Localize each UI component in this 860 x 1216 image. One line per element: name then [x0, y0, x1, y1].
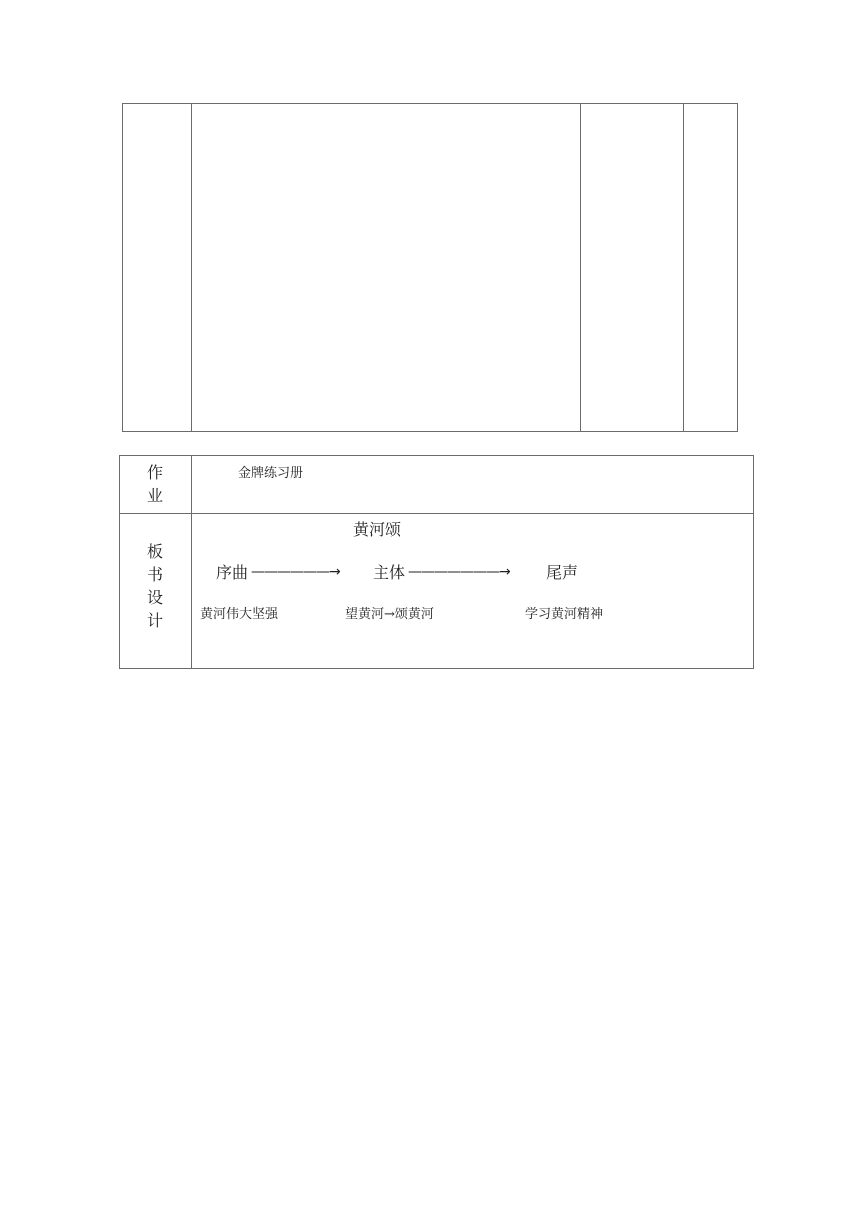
note-main: 望黄河→颂黄河: [345, 607, 434, 622]
homework-label-char-2: 业: [146, 486, 163, 505]
table2-col-divider: [191, 455, 192, 669]
homework-content: 金牌练习册: [238, 466, 304, 481]
note-epilogue: 学习黄河精神: [525, 607, 604, 622]
homework-label-char-1: 作: [146, 463, 163, 482]
table2-row-divider: [119, 513, 754, 514]
board-title: 黄河颂: [353, 520, 402, 539]
board-design-label-char-3: 设: [146, 588, 163, 607]
homework-label: [145, 461, 165, 507]
table2-right-border: [753, 455, 754, 669]
flow-arrow-2: ———————→: [408, 564, 510, 580]
board-design-label-char-4: 计: [146, 611, 163, 630]
flow-step-epilogue: 尾声: [546, 563, 579, 582]
board-design-label: [145, 540, 165, 632]
flow-step-prelude: 序曲: [216, 563, 249, 582]
note-prelude: 黄河伟大坚强: [200, 607, 279, 622]
table2-bottom-border: [119, 668, 754, 669]
board-design-label-char-1: 板: [146, 542, 163, 561]
table2-top-border: [119, 455, 754, 456]
flow-step-main: 主体: [373, 563, 406, 582]
flow-arrow-1: ——————→: [251, 564, 340, 580]
board-design-label-char-2: 书: [146, 565, 163, 584]
table2-left-border: [119, 455, 120, 669]
